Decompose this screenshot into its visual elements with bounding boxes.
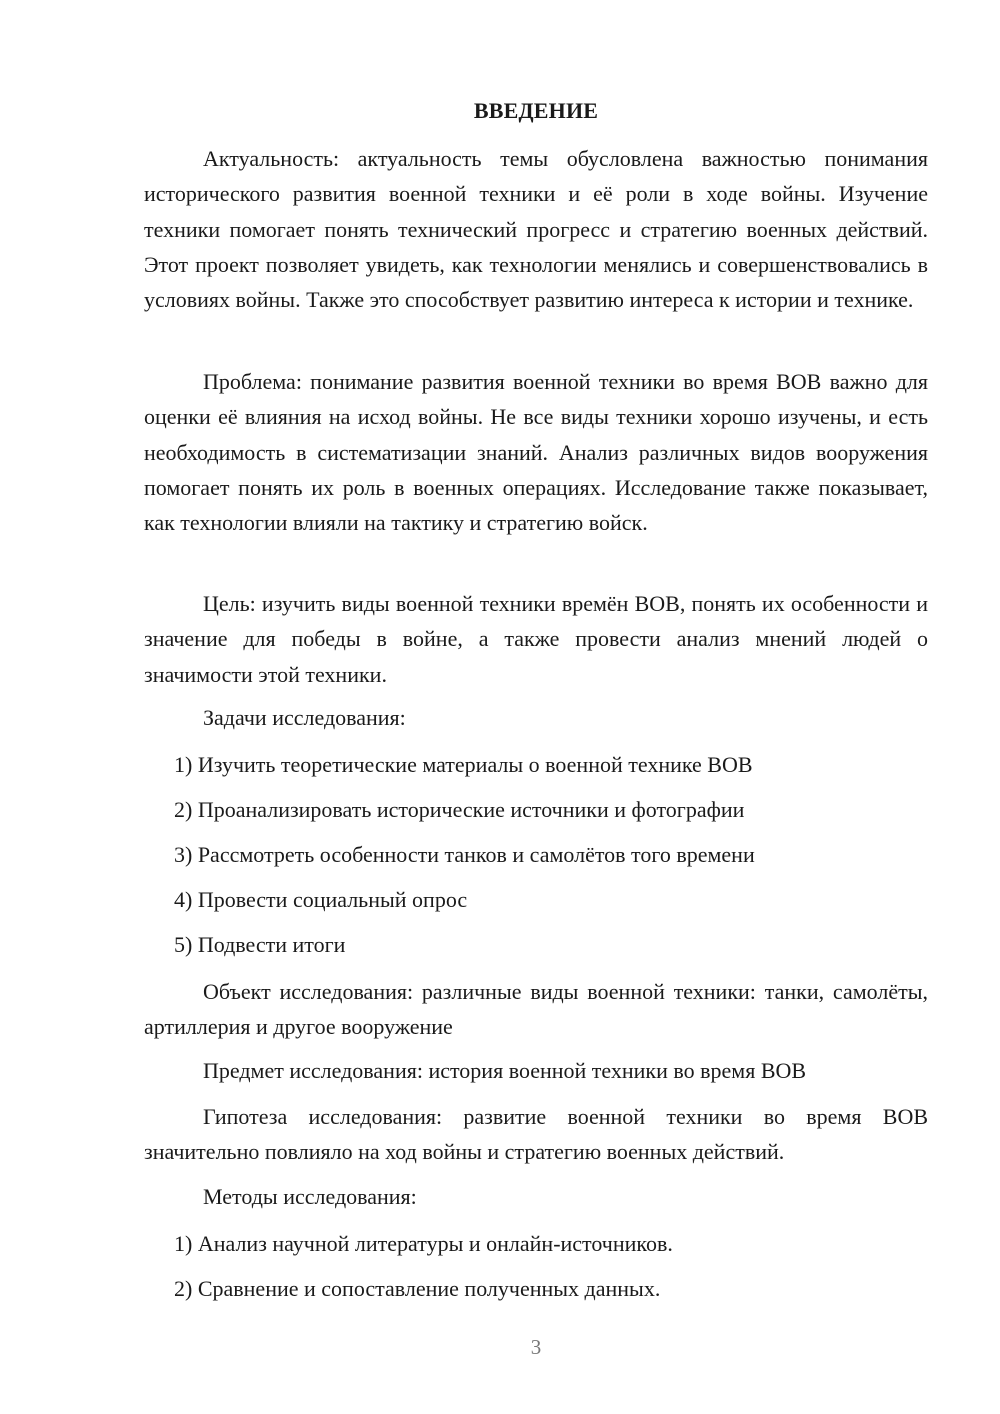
page-number: 3	[530, 1335, 542, 1359]
task-item-4: 4) Провести социальный опрос	[174, 887, 468, 912]
relevance-paragraph: Актуальность: актуальность темы обусловлена важностью понимания исторического развития военной техники и её роли в ходе войны. Изучение техники помогает понять технический прогресс и стратегию военных действий. Этот проект позволяет увидеть, как технологии менялись и совершенствовались в условиях войны. Также это способствует развитию интереса к истории и технике.	[144, 146, 928, 313]
methods-heading: Методы исследования:	[203, 1184, 417, 1209]
page-title: ВВЕДЕНИЕ	[473, 98, 599, 123]
task-item-1: 1) Изучить теоретические материалы о военной технике ВОВ	[174, 752, 753, 777]
method-item-2: 2) Сравнение и сопоставление полученных данных.	[174, 1276, 661, 1301]
object-paragraph: Объект исследования: различные виды военной техники: танки, самолёты, артиллерия и другое вооружение	[144, 979, 928, 1040]
subject-line: Предмет исследования: история военной техники во время ВОВ	[203, 1058, 807, 1083]
goal-paragraph: Цель: изучить виды военной техники времён ВОВ, понять их особенности и значение для победы в войне, а также провести анализ мнений людей о значимости этой техники.	[144, 591, 928, 687]
method-item-1: 1) Анализ научной литературы и онлайн-источников.	[174, 1231, 673, 1256]
hypothesis-paragraph: Гипотеза исследования: развитие военной техники во время ВОВ значительно повлияло на ход войны и стратегию военных действий.	[144, 1104, 928, 1165]
task-item-3: 3) Рассмотреть особенности танков и самолётов того времени	[174, 842, 755, 867]
task-item-2: 2) Проанализировать исторические источники и фотографии	[174, 797, 745, 822]
problem-paragraph: Проблема: понимание развития военной техники во время ВОВ важно для оценки её влияния на исход войны. Не все виды техники хорошо изучены, и есть необходимость в систематизации знаний. Анализ различных видов вооружения помогает понять их роль в военных операциях. Исследование также показывает, как технологии влияли на тактику и стратегию войск.	[144, 369, 928, 536]
tasks-heading: Задачи исследования:	[203, 705, 406, 730]
task-item-5: 5) Подвести итоги	[174, 932, 346, 957]
